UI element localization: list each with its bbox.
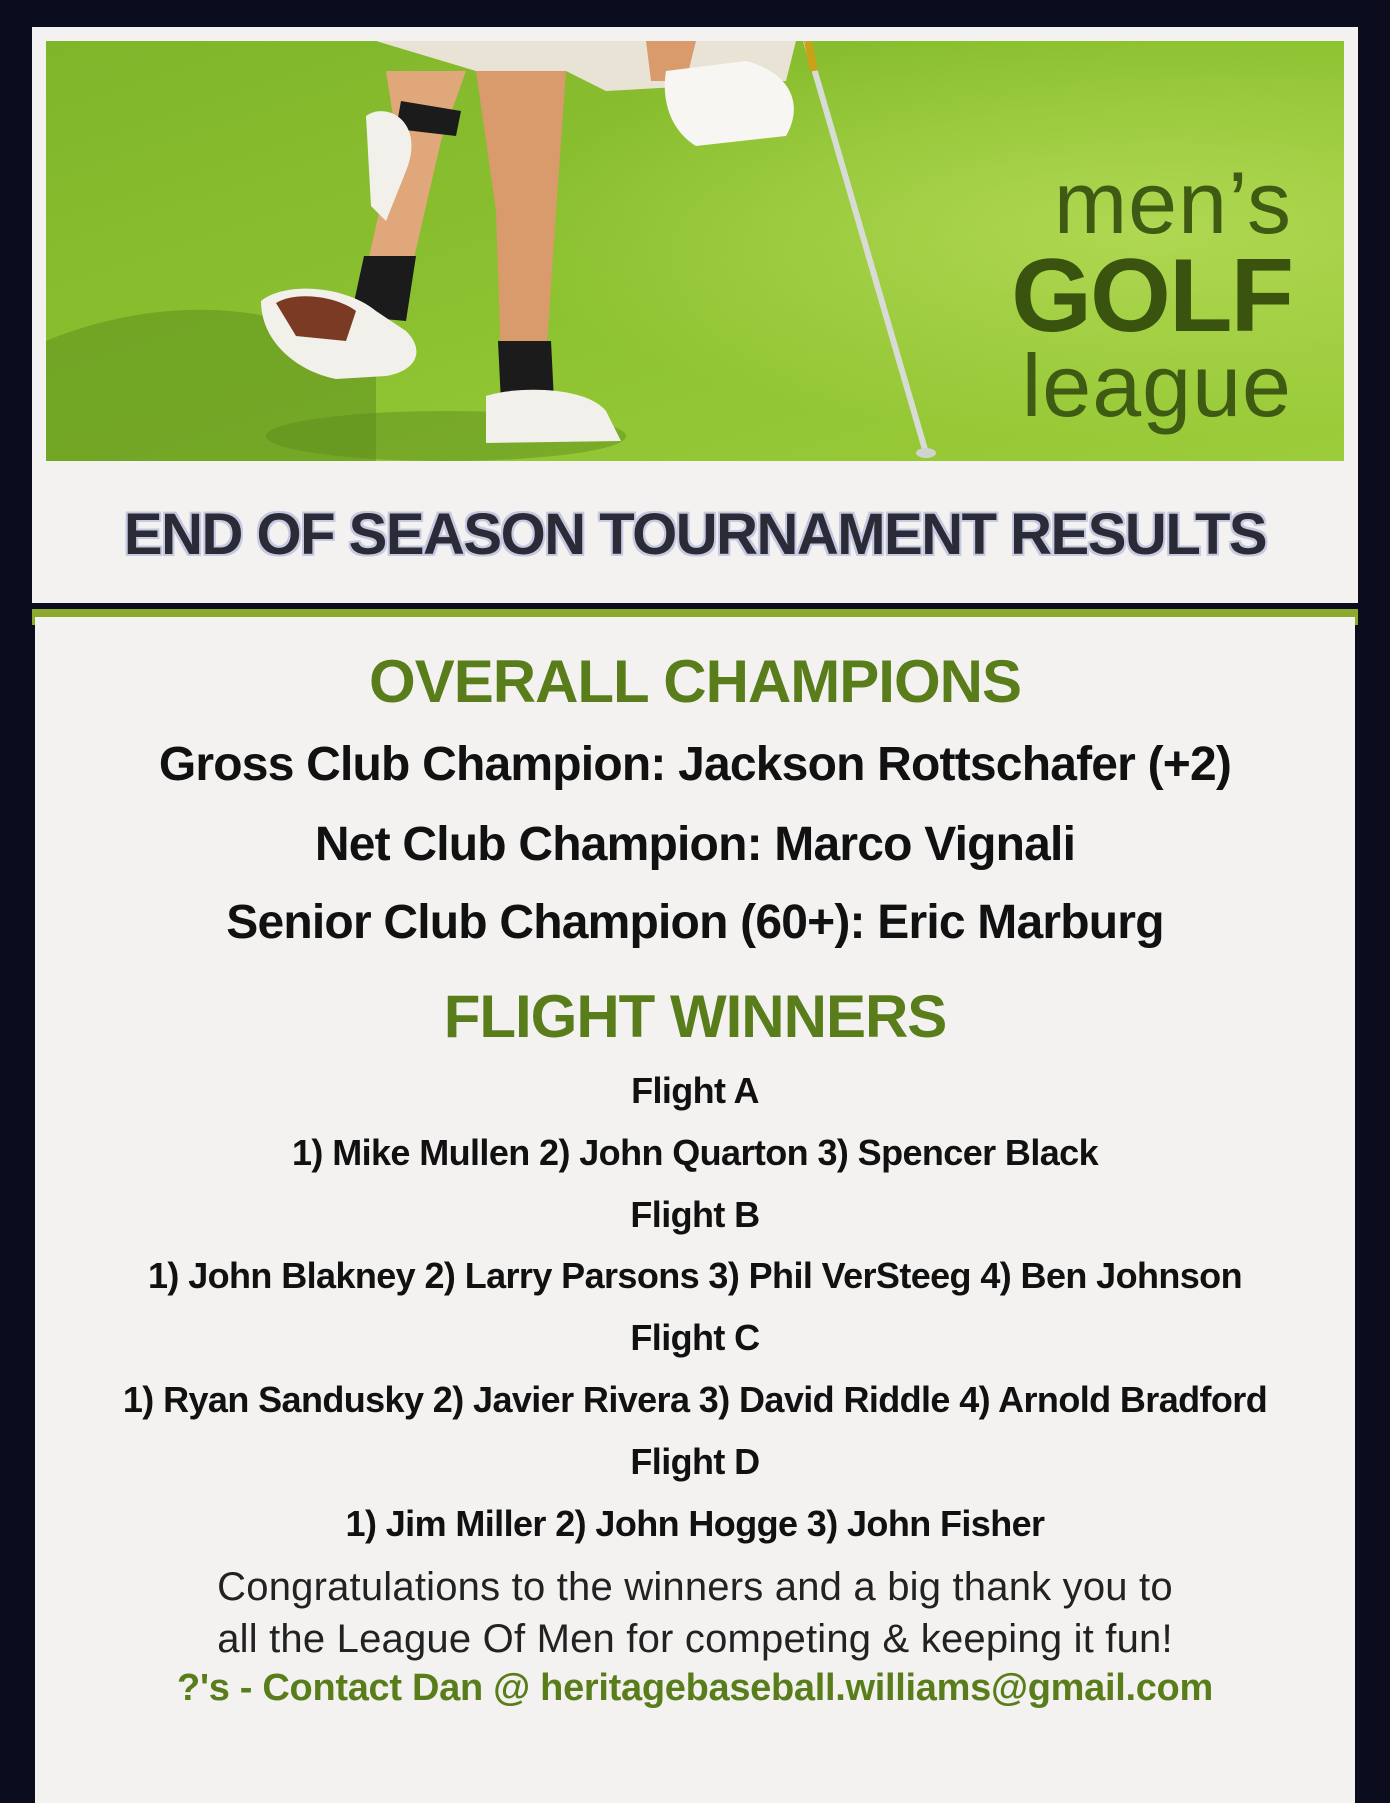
flight-b-label: Flight B	[630, 1194, 760, 1235]
contact-line: ?'s - Contact Dan @ heritagebaseball.williams@gmail.com	[177, 1667, 1213, 1709]
net-champion: Net Club Champion: Marco Vignali	[314, 818, 1076, 871]
banner-title: END OF SEASON TOURNAMENT RESULTS	[123, 502, 1267, 567]
overall-champions-heading: OVERALL CHAMPIONS	[369, 648, 1021, 715]
logo-line-mens: men’s	[1053, 153, 1292, 252]
senior-champion: Senior Club Champion (60+): Eric Marburg	[226, 896, 1164, 949]
flight-winners-heading: FLIGHT WINNERS	[443, 983, 947, 1050]
mens-golf-league-logo	[1011, 153, 1292, 435]
congrats-line-2: all the League Of Men for competing & keeping it fun!	[217, 1617, 1173, 1661]
flight-a-results: 1) Mike Mullen 2) John Quarton 3) Spencer Black	[292, 1132, 1098, 1173]
hero-golf-photo	[46, 41, 1344, 461]
logo-line-league: league	[1021, 336, 1292, 435]
flight-d-label: Flight D	[630, 1441, 760, 1482]
flight-d-results: 1) Jim Miller 2) John Hogge 3) John Fisher	[345, 1503, 1045, 1544]
flight-c-label: Flight C	[630, 1317, 760, 1358]
gross-champion: Gross Club Champion: Jackson Rottschafer (+2)	[158, 738, 1232, 791]
congrats-line-1: Congratulations to the winners and a big thank you to	[217, 1565, 1173, 1609]
flight-a-label: Flight A	[631, 1070, 759, 1111]
flight-c-results: 1) Ryan Sandusky 2) Javier Rivera 3) David Riddle 4) Arnold Bradford	[122, 1379, 1268, 1420]
results-card	[35, 617, 1355, 1803]
flight-b-results: 1) John Blakney 2) Larry Parsons 3) Phil VerSteeg 4) Ben Johnson	[148, 1255, 1242, 1296]
logo-line-golf: GOLF	[1011, 238, 1292, 354]
header-card	[32, 27, 1358, 603]
